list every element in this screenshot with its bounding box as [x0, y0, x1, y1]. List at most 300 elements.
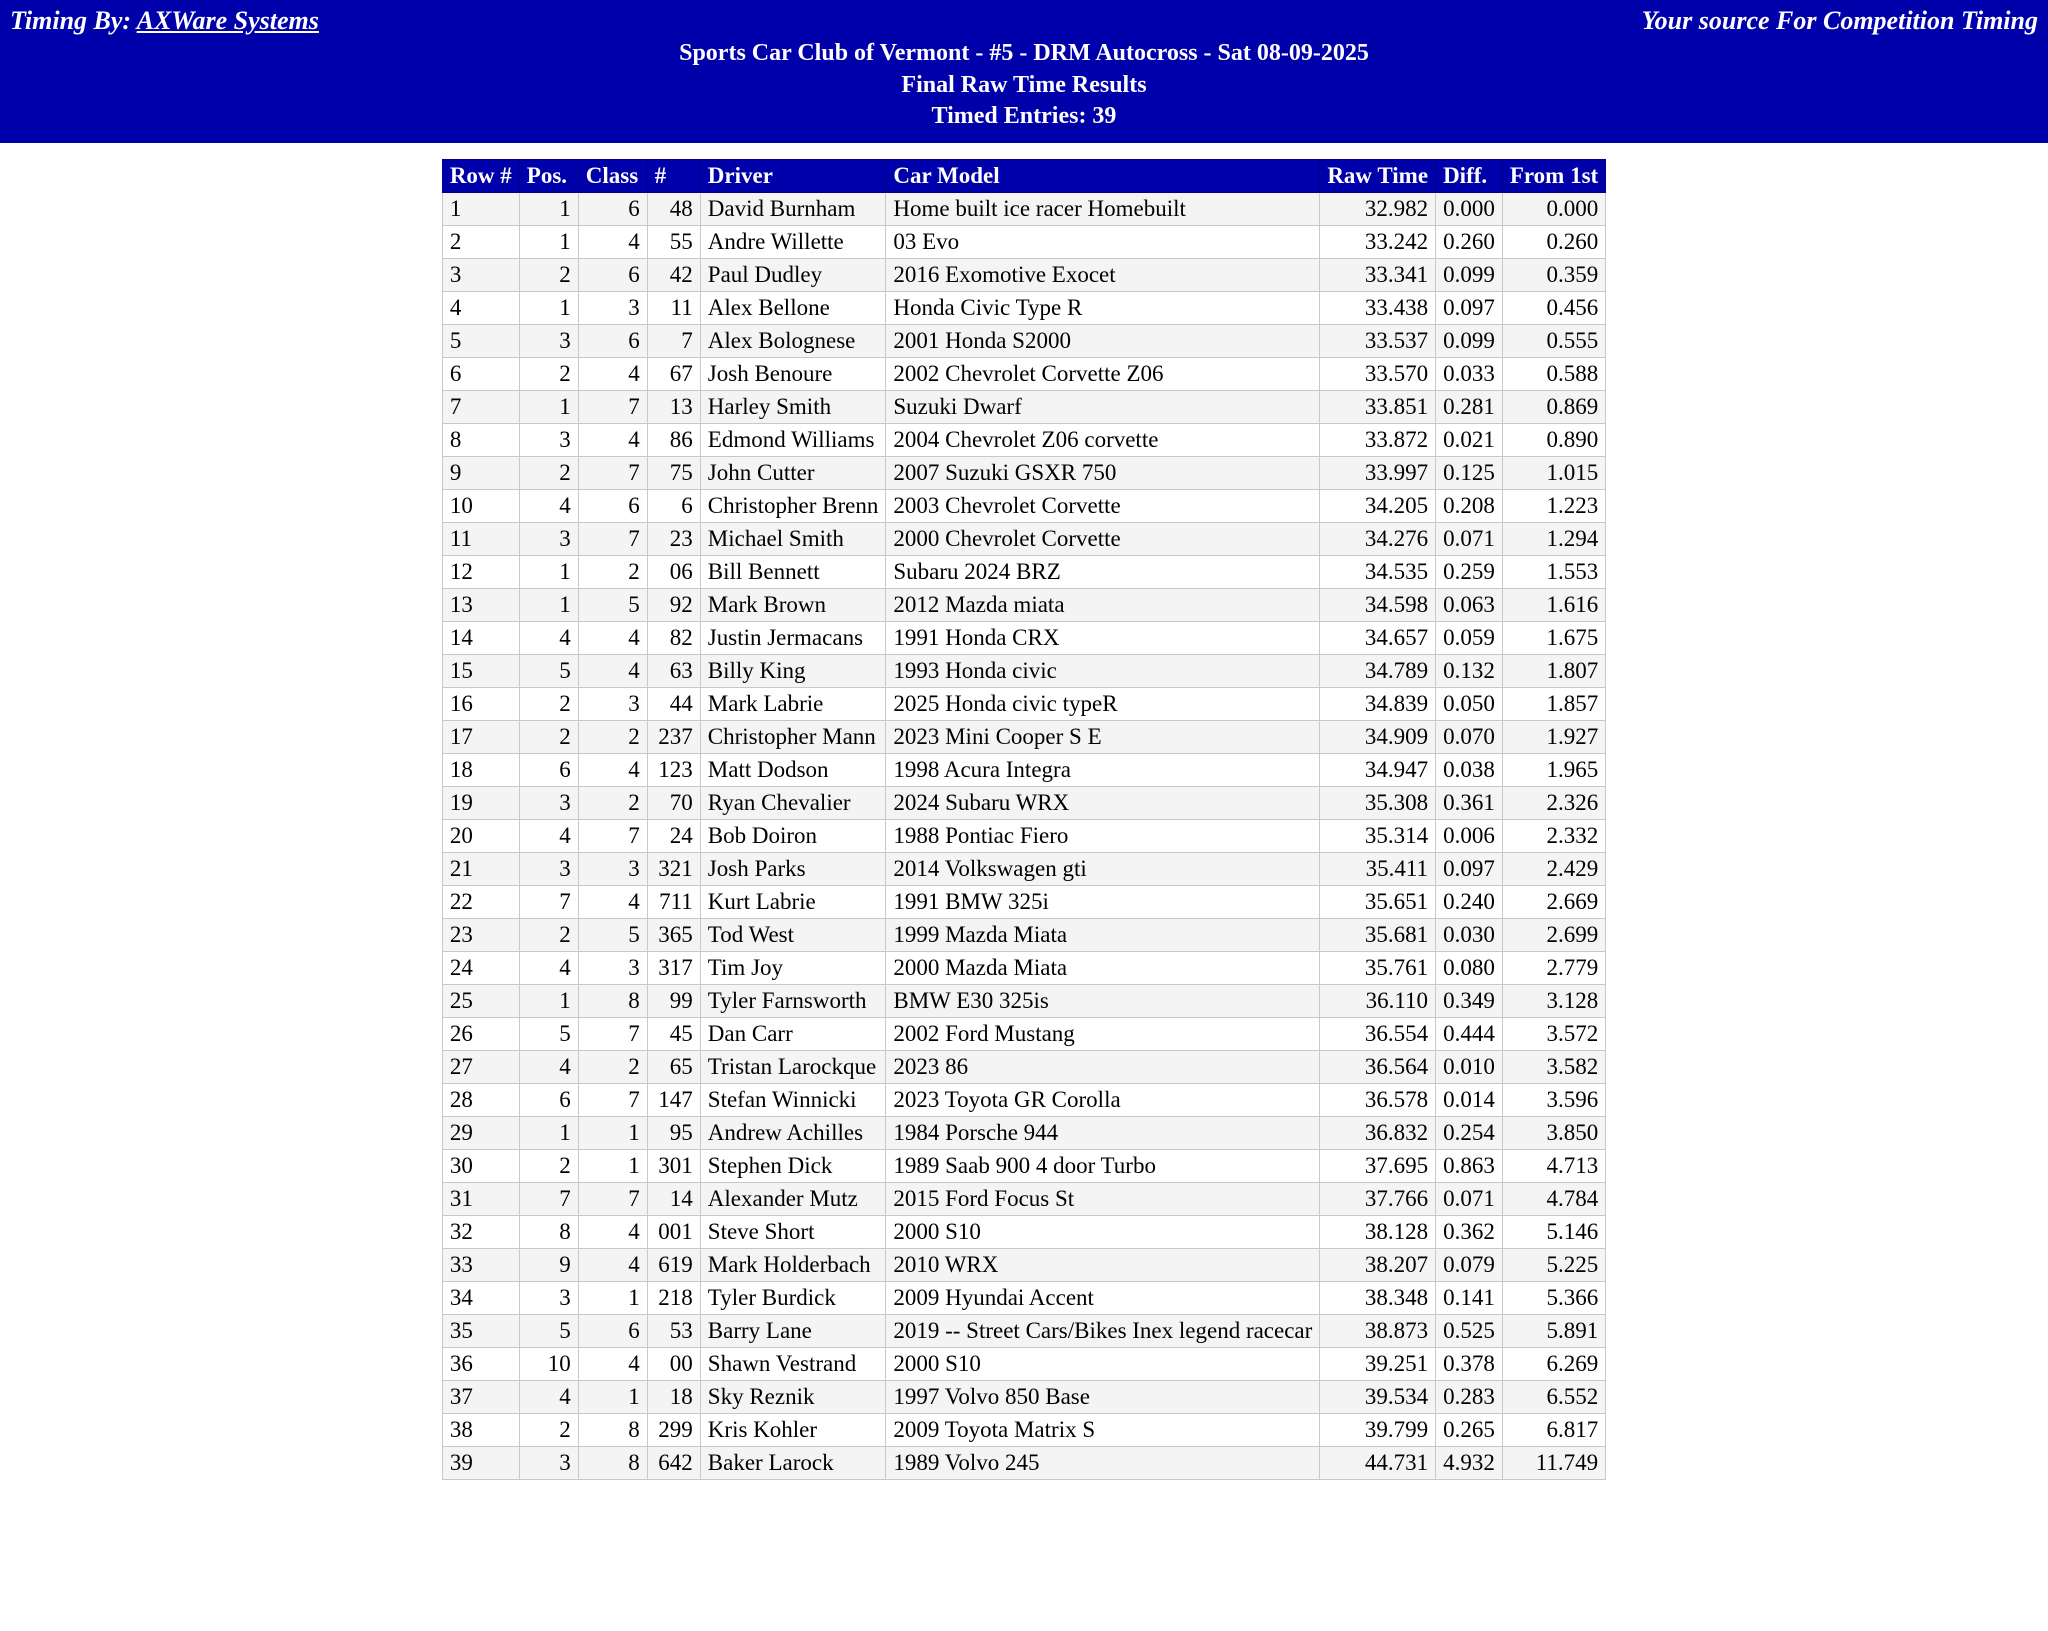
cell-raw-time: 35.308	[1320, 787, 1436, 820]
cell-row-number: 24	[442, 952, 519, 985]
cell-diff: 0.050	[1436, 688, 1503, 721]
cell-car-number: 24	[647, 820, 700, 853]
cell-class: 1	[578, 1282, 647, 1315]
cell-row-number: 22	[442, 886, 519, 919]
cell-class: 3	[578, 952, 647, 985]
cell-from-first: 0.359	[1502, 259, 1605, 292]
cell-from-first: 1.927	[1502, 721, 1605, 754]
cell-position: 2	[519, 457, 578, 490]
cell-diff: 0.080	[1436, 952, 1503, 985]
cell-diff: 0.265	[1436, 1414, 1503, 1447]
cell-car-model: 2023 Mini Cooper S E	[886, 721, 1320, 754]
cell-car-number: 53	[647, 1315, 700, 1348]
cell-from-first: 1.965	[1502, 754, 1605, 787]
cell-class: 6	[578, 259, 647, 292]
cell-car-number: 55	[647, 226, 700, 259]
results-title: Final Raw Time Results	[901, 71, 1147, 98]
cell-position: 3	[519, 787, 578, 820]
cell-driver: Kurt Labrie	[700, 886, 886, 919]
cell-driver: Tyler Farnsworth	[700, 985, 886, 1018]
cell-row-number: 25	[442, 985, 519, 1018]
cell-car-number: 18	[647, 1381, 700, 1414]
cell-class: 6	[578, 490, 647, 523]
column-header-car-number[interactable]: #	[647, 160, 700, 193]
cell-driver: Steve Short	[700, 1216, 886, 1249]
cell-class: 2	[578, 1051, 647, 1084]
cell-from-first: 6.552	[1502, 1381, 1605, 1414]
cell-car-model: 1999 Mazda Miata	[886, 919, 1320, 952]
cell-car-number: 13	[647, 391, 700, 424]
cell-from-first: 5.225	[1502, 1249, 1605, 1282]
cell-raw-time: 33.997	[1320, 457, 1436, 490]
cell-car-model: 2004 Chevrolet Z06 corvette	[886, 424, 1320, 457]
cell-car-number: 42	[647, 259, 700, 292]
cell-diff: 0.208	[1436, 490, 1503, 523]
cell-car-model: Home built ice racer Homebuilt	[886, 193, 1320, 226]
cell-car-number: 45	[647, 1018, 700, 1051]
table-row	[442, 754, 1605, 787]
cell-car-model: 2025 Honda civic typeR	[886, 688, 1320, 721]
cell-car-model: 2000 S10	[886, 1348, 1320, 1381]
cell-driver: Alexander Mutz	[700, 1183, 886, 1216]
table-row	[442, 655, 1605, 688]
cell-driver: Ryan Chevalier	[700, 787, 886, 820]
cell-car-model: 2010 WRX	[886, 1249, 1320, 1282]
timing-by	[10, 6, 319, 36]
cell-raw-time: 34.909	[1320, 721, 1436, 754]
cell-car-number: 619	[647, 1249, 700, 1282]
cell-from-first: 1.807	[1502, 655, 1605, 688]
cell-from-first: 0.869	[1502, 391, 1605, 424]
cell-raw-time: 34.657	[1320, 622, 1436, 655]
table-row	[442, 1051, 1605, 1084]
table-row	[442, 193, 1605, 226]
column-header-class[interactable]: Class	[578, 160, 647, 193]
cell-car-model: Honda Civic Type R	[886, 292, 1320, 325]
cell-raw-time: 38.348	[1320, 1282, 1436, 1315]
table-row	[442, 259, 1605, 292]
cell-car-model: 1988 Pontiac Fiero	[886, 820, 1320, 853]
cell-driver: Andre Willette	[700, 226, 886, 259]
cell-raw-time: 33.242	[1320, 226, 1436, 259]
cell-class: 8	[578, 1447, 647, 1480]
table-row	[442, 622, 1605, 655]
cell-car-model: 1997 Volvo 850 Base	[886, 1381, 1320, 1414]
cell-car-model: Subaru 2024 BRZ	[886, 556, 1320, 589]
cell-raw-time: 35.681	[1320, 919, 1436, 952]
cell-raw-time: 36.578	[1320, 1084, 1436, 1117]
cell-car-model: 2023 Toyota GR Corolla	[886, 1084, 1320, 1117]
cell-car-number: 317	[647, 952, 700, 985]
cell-class: 7	[578, 1084, 647, 1117]
table-row	[442, 886, 1605, 919]
cell-driver: Harley Smith	[700, 391, 886, 424]
cell-car-number: 642	[647, 1447, 700, 1480]
cell-car-model: 1991 Honda CRX	[886, 622, 1320, 655]
cell-diff: 0.063	[1436, 589, 1503, 622]
cell-diff: 0.010	[1436, 1051, 1503, 1084]
cell-row-number: 19	[442, 787, 519, 820]
cell-car-number: 06	[647, 556, 700, 589]
cell-car-number: 365	[647, 919, 700, 952]
column-header-car-model[interactable]: Car Model	[886, 160, 1320, 193]
cell-diff: 0.525	[1436, 1315, 1503, 1348]
cell-row-number: 36	[442, 1348, 519, 1381]
column-header-row-number[interactable]: Row #	[442, 160, 519, 193]
cell-raw-time: 32.982	[1320, 193, 1436, 226]
cell-car-model: 2007 Suzuki GSXR 750	[886, 457, 1320, 490]
table-row	[442, 820, 1605, 853]
cell-from-first: 3.596	[1502, 1084, 1605, 1117]
cell-diff: 0.097	[1436, 853, 1503, 886]
cell-from-first: 1.015	[1502, 457, 1605, 490]
cell-from-first: 2.699	[1502, 919, 1605, 952]
column-header-driver[interactable]: Driver	[700, 160, 886, 193]
cell-position: 3	[519, 853, 578, 886]
cell-position: 8	[519, 1216, 578, 1249]
cell-car-number: 6	[647, 490, 700, 523]
table-row	[442, 292, 1605, 325]
cell-position: 7	[519, 1183, 578, 1216]
table-row	[442, 985, 1605, 1018]
cell-row-number: 38	[442, 1414, 519, 1447]
table-row	[442, 490, 1605, 523]
cell-driver: Mark Brown	[700, 589, 886, 622]
cell-car-model: 2003 Chevrolet Corvette	[886, 490, 1320, 523]
cell-driver: Stefan Winnicki	[700, 1084, 886, 1117]
cell-class: 3	[578, 853, 647, 886]
cell-from-first: 2.332	[1502, 820, 1605, 853]
cell-diff: 0.378	[1436, 1348, 1503, 1381]
table-row	[442, 1348, 1605, 1381]
table-row	[442, 556, 1605, 589]
cell-raw-time: 34.839	[1320, 688, 1436, 721]
table-row	[442, 325, 1605, 358]
cell-car-number: 65	[647, 1051, 700, 1084]
cell-position: 1	[519, 556, 578, 589]
table-row	[442, 721, 1605, 754]
cell-class: 2	[578, 787, 647, 820]
cell-car-number: 218	[647, 1282, 700, 1315]
cell-driver: Christopher Mann	[700, 721, 886, 754]
cell-car-model: 2024 Subaru WRX	[886, 787, 1320, 820]
cell-driver: Sky Reznik	[700, 1381, 886, 1414]
cell-row-number: 39	[442, 1447, 519, 1480]
column-header-diff[interactable]: Diff.	[1436, 160, 1503, 193]
cell-raw-time: 33.851	[1320, 391, 1436, 424]
page-header	[0, 0, 2048, 143]
cell-from-first: 0.456	[1502, 292, 1605, 325]
column-header-from-first[interactable]: From 1st	[1502, 160, 1605, 193]
cell-from-first: 2.669	[1502, 886, 1605, 919]
cell-position: 3	[519, 325, 578, 358]
cell-position: 2	[519, 919, 578, 952]
cell-row-number: 3	[442, 259, 519, 292]
cell-row-number: 23	[442, 919, 519, 952]
header-titles	[0, 36, 2048, 143]
cell-diff: 4.932	[1436, 1447, 1503, 1480]
cell-driver: Billy King	[700, 655, 886, 688]
table-row	[442, 787, 1605, 820]
cell-class: 7	[578, 523, 647, 556]
cell-row-number: 29	[442, 1117, 519, 1150]
cell-driver: Justin Jermacans	[700, 622, 886, 655]
cell-raw-time: 37.695	[1320, 1150, 1436, 1183]
cell-car-number: 123	[647, 754, 700, 787]
cell-row-number: 4	[442, 292, 519, 325]
cell-car-number: 86	[647, 424, 700, 457]
cell-diff: 0.070	[1436, 721, 1503, 754]
cell-car-model: BMW E30 325is	[886, 985, 1320, 1018]
table-row	[442, 1150, 1605, 1183]
table-row	[442, 1381, 1605, 1414]
results-table-body	[442, 193, 1605, 1480]
cell-car-number: 11	[647, 292, 700, 325]
cell-class: 6	[578, 325, 647, 358]
cell-diff: 0.006	[1436, 820, 1503, 853]
cell-raw-time: 34.947	[1320, 754, 1436, 787]
cell-car-number: 00	[647, 1348, 700, 1381]
cell-driver: Tim Joy	[700, 952, 886, 985]
cell-position: 9	[519, 1249, 578, 1282]
cell-row-number: 35	[442, 1315, 519, 1348]
cell-diff: 0.349	[1436, 985, 1503, 1018]
cell-from-first: 6.817	[1502, 1414, 1605, 1447]
results-table-head	[442, 160, 1605, 193]
cell-row-number: 21	[442, 853, 519, 886]
cell-car-number: 14	[647, 1183, 700, 1216]
cell-driver: Bob Doiron	[700, 820, 886, 853]
cell-raw-time: 36.832	[1320, 1117, 1436, 1150]
cell-row-number: 37	[442, 1381, 519, 1414]
cell-raw-time: 33.537	[1320, 325, 1436, 358]
table-row	[442, 1216, 1605, 1249]
cell-row-number: 27	[442, 1051, 519, 1084]
cell-class: 4	[578, 622, 647, 655]
table-row	[442, 688, 1605, 721]
cell-car-number: 99	[647, 985, 700, 1018]
cell-raw-time: 36.554	[1320, 1018, 1436, 1051]
cell-car-model: 1993 Honda civic	[886, 655, 1320, 688]
cell-car-model: Suzuki Dwarf	[886, 391, 1320, 424]
cell-diff: 0.059	[1436, 622, 1503, 655]
cell-from-first: 1.857	[1502, 688, 1605, 721]
cell-diff: 0.141	[1436, 1282, 1503, 1315]
cell-row-number: 32	[442, 1216, 519, 1249]
cell-position: 6	[519, 754, 578, 787]
cell-driver: Paul Dudley	[700, 259, 886, 292]
cell-position: 3	[519, 1282, 578, 1315]
cell-position: 4	[519, 820, 578, 853]
cell-position: 7	[519, 886, 578, 919]
results-table-container	[0, 143, 2048, 1480]
cell-car-model: 1998 Acura Integra	[886, 754, 1320, 787]
cell-car-number: 237	[647, 721, 700, 754]
cell-from-first: 5.891	[1502, 1315, 1605, 1348]
table-row	[442, 1282, 1605, 1315]
cell-car-model: 2009 Toyota Matrix S	[886, 1414, 1320, 1447]
cell-row-number: 2	[442, 226, 519, 259]
cell-car-number: 301	[647, 1150, 700, 1183]
cell-diff: 0.283	[1436, 1381, 1503, 1414]
cell-class: 4	[578, 424, 647, 457]
cell-row-number: 34	[442, 1282, 519, 1315]
cell-diff: 0.099	[1436, 325, 1503, 358]
cell-raw-time: 34.205	[1320, 490, 1436, 523]
cell-driver: Mark Labrie	[700, 688, 886, 721]
cell-driver: Tyler Burdick	[700, 1282, 886, 1315]
cell-class: 1	[578, 1150, 647, 1183]
table-row	[442, 919, 1605, 952]
cell-raw-time: 35.314	[1320, 820, 1436, 853]
cell-class: 4	[578, 886, 647, 919]
cell-class: 6	[578, 1315, 647, 1348]
cell-raw-time: 33.341	[1320, 259, 1436, 292]
cell-raw-time: 37.766	[1320, 1183, 1436, 1216]
cell-class: 4	[578, 358, 647, 391]
cell-class: 7	[578, 457, 647, 490]
cell-car-model: 1991 BMW 325i	[886, 886, 1320, 919]
table-row	[442, 523, 1605, 556]
cell-raw-time: 33.438	[1320, 292, 1436, 325]
cell-raw-time: 35.761	[1320, 952, 1436, 985]
cell-driver: Dan Carr	[700, 1018, 886, 1051]
cell-class: 4	[578, 655, 647, 688]
cell-diff: 0.033	[1436, 358, 1503, 391]
cell-row-number: 10	[442, 490, 519, 523]
results-table	[442, 159, 1606, 1480]
cell-class: 7	[578, 820, 647, 853]
cell-position: 1	[519, 589, 578, 622]
cell-from-first: 1.616	[1502, 589, 1605, 622]
event-title: Sports Car Club of Vermont - #5 - DRM Autocross - Sat 08-09-2025	[679, 40, 1369, 66]
table-row	[442, 1084, 1605, 1117]
cell-class: 7	[578, 391, 647, 424]
cell-car-model: 2001 Honda S2000	[886, 325, 1320, 358]
cell-car-model: 03 Evo	[886, 226, 1320, 259]
cell-car-number: 95	[647, 1117, 700, 1150]
cell-car-model: 1989 Saab 900 4 door Turbo	[886, 1150, 1320, 1183]
cell-raw-time: 35.411	[1320, 853, 1436, 886]
cell-car-model: 2015 Ford Focus St	[886, 1183, 1320, 1216]
cell-diff: 0.444	[1436, 1018, 1503, 1051]
cell-diff: 0.038	[1436, 754, 1503, 787]
cell-diff: 0.863	[1436, 1150, 1503, 1183]
cell-position: 4	[519, 1381, 578, 1414]
cell-car-number: 299	[647, 1414, 700, 1447]
cell-class: 2	[578, 556, 647, 589]
cell-raw-time: 34.276	[1320, 523, 1436, 556]
cell-driver: Alex Bellone	[700, 292, 886, 325]
column-header-raw-time[interactable]: Raw Time	[1320, 160, 1436, 193]
cell-diff: 0.254	[1436, 1117, 1503, 1150]
cell-position: 1	[519, 391, 578, 424]
timing-by-label: Timing By:	[10, 6, 132, 35]
cell-diff: 0.099	[1436, 259, 1503, 292]
cell-driver: Andrew Achilles	[700, 1117, 886, 1150]
column-header-position[interactable]: Pos.	[519, 160, 578, 193]
cell-diff: 0.361	[1436, 787, 1503, 820]
cell-car-number: 67	[647, 358, 700, 391]
cell-diff: 0.000	[1436, 193, 1503, 226]
cell-raw-time: 34.598	[1320, 589, 1436, 622]
cell-car-model: 2002 Ford Mustang	[886, 1018, 1320, 1051]
cell-car-model: 2009 Hyundai Accent	[886, 1282, 1320, 1315]
cell-car-model: 2016 Exomotive Exocet	[886, 259, 1320, 292]
cell-diff: 0.079	[1436, 1249, 1503, 1282]
table-row	[442, 853, 1605, 886]
cell-from-first: 0.890	[1502, 424, 1605, 457]
cell-class: 4	[578, 226, 647, 259]
cell-position: 4	[519, 1051, 578, 1084]
cell-driver: Shawn Vestrand	[700, 1348, 886, 1381]
cell-diff: 0.071	[1436, 1183, 1503, 1216]
cell-class: 1	[578, 1381, 647, 1414]
cell-diff: 0.259	[1436, 556, 1503, 589]
cell-raw-time: 34.535	[1320, 556, 1436, 589]
cell-diff: 0.281	[1436, 391, 1503, 424]
cell-driver: Bill Bennett	[700, 556, 886, 589]
cell-row-number: 30	[442, 1150, 519, 1183]
cell-driver: David Burnham	[700, 193, 886, 226]
cell-position: 2	[519, 1150, 578, 1183]
cell-row-number: 14	[442, 622, 519, 655]
cell-driver: Baker Larock	[700, 1447, 886, 1480]
cell-from-first: 3.582	[1502, 1051, 1605, 1084]
cell-raw-time: 36.110	[1320, 985, 1436, 1018]
cell-position: 2	[519, 358, 578, 391]
cell-row-number: 26	[442, 1018, 519, 1051]
cell-car-model: 2019 -- Street Cars/Bikes Inex legend racecar	[886, 1315, 1320, 1348]
cell-car-number: 147	[647, 1084, 700, 1117]
cell-diff: 0.097	[1436, 292, 1503, 325]
cell-car-number: 82	[647, 622, 700, 655]
cell-row-number: 12	[442, 556, 519, 589]
cell-row-number: 17	[442, 721, 519, 754]
cell-car-number: 92	[647, 589, 700, 622]
cell-row-number: 8	[442, 424, 519, 457]
cell-driver: Josh Benoure	[700, 358, 886, 391]
cell-driver: Alex Bolognese	[700, 325, 886, 358]
cell-from-first: 2.326	[1502, 787, 1605, 820]
timed-entries: Timed Entries: 39	[931, 103, 1117, 130]
timing-by-company-link[interactable]: AXWare Systems	[136, 6, 319, 35]
table-row	[442, 1018, 1605, 1051]
cell-position: 4	[519, 490, 578, 523]
table-row	[442, 1315, 1605, 1348]
cell-diff: 0.014	[1436, 1084, 1503, 1117]
cell-diff: 0.132	[1436, 655, 1503, 688]
cell-diff: 0.362	[1436, 1216, 1503, 1249]
cell-raw-time: 44.731	[1320, 1447, 1436, 1480]
cell-diff: 0.125	[1436, 457, 1503, 490]
cell-raw-time: 35.651	[1320, 886, 1436, 919]
cell-row-number: 33	[442, 1249, 519, 1282]
cell-from-first: 5.366	[1502, 1282, 1605, 1315]
cell-from-first: 1.675	[1502, 622, 1605, 655]
cell-position: 10	[519, 1348, 578, 1381]
table-row	[442, 1414, 1605, 1447]
cell-from-first: 1.553	[1502, 556, 1605, 589]
cell-class: 5	[578, 589, 647, 622]
cell-position: 1	[519, 226, 578, 259]
cell-row-number: 1	[442, 193, 519, 226]
cell-driver: Tod West	[700, 919, 886, 952]
cell-position: 1	[519, 1117, 578, 1150]
table-header-row	[442, 160, 1605, 193]
cell-position: 5	[519, 1018, 578, 1051]
cell-position: 1	[519, 292, 578, 325]
